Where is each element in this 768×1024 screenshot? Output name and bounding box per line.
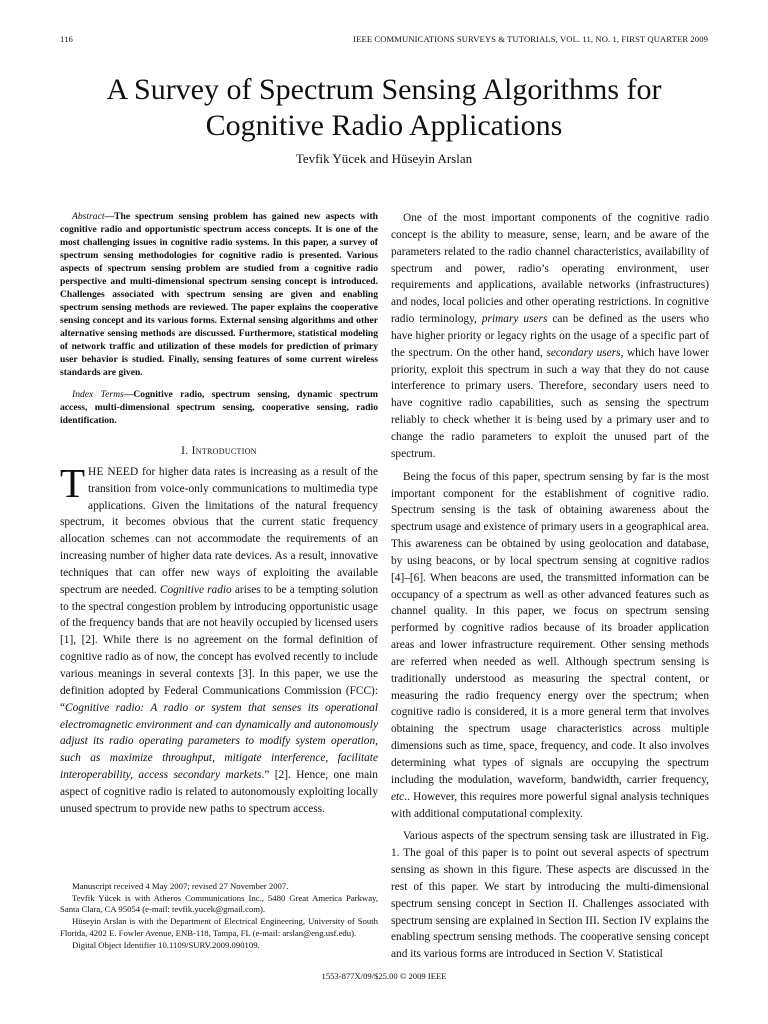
abstract-label: Abstract bbox=[72, 211, 105, 222]
intro-text-b: arises to be a tempting solution to the spectral congestion problem by introducing opportunistic usage of the frequency bands that are not heavily occupied by licensed users [1], [2]. While there is no agreement on the formal definition of cognitive radio as of now, the concept has evolved recently to include various meanings in several contexts [3]. In this paper, we use the definition adopted by Federal Communications Commission (FCC): “ bbox=[60, 583, 378, 714]
title-line-2: Cognitive Radio Applications bbox=[205, 109, 563, 142]
intro-paragraph bbox=[60, 459, 378, 818]
drop-cap: T bbox=[60, 459, 86, 506]
rp2-emphasis-etc: etc bbox=[391, 790, 405, 803]
right-paragraph-3: Various aspects of the spectrum sensing task are illustrated in Fig. 1. The goal of this paper is to point out several aspects of spectrum sensing as shown in this figure. These aspects are discussed in the rest of this paper. We start by introducing the multi-dimensional spectrum sensing concept in Section II. Challenges associated with spectrum sensing are explained in Section III. Section IV explains the enabling spectrum sensing methods. The cooperative sensing concept and its various forms are introduced in Section V. Statistical bbox=[391, 830, 709, 961]
footnote-manuscript: Manuscript received 4 May 2007; revised 27 November 2007. bbox=[72, 881, 289, 891]
rp2-text-b: .. However, this requires more powerful signal analysis techniques with additional computational complexity. bbox=[391, 790, 709, 820]
abstract-text: —The spectrum sensing problem has gained new aspects with cognitive radio and opportunistic spectrum access concepts. It is one of the most challenging issues in cognitive radio systems. In this paper, a survey of spectrum sensing methodologies for cognitive radio is presented. Various aspects of spectrum sensing problem are studied from a cognitive radio perspective and multi-dimensional spectrum sensing concept is introduced. Challenges associated with spectrum sensing are given and enabling spectrum sensing methods are reviewed. The paper explains the cooperative sensing concept and its various forms. External sensing algorithms and other alternative sensing methods are discussed. Furthermore, statistical modeling of network traffic and utilization of these models for prediction of primary user behavior is studied. Finally, sensing features of some current wireless standards are given. bbox=[60, 211, 378, 378]
rp1-text-c: , which have lower priority, exploit this spectrum in such a way that they do not cause interference to primary users. Therefore, secondary users need to have cognitive radio capabilities, such as sensing the spectrum reliably to check whether it is being used by a primary user and to change the radio parameters to exploit the unused part of the spectrum. bbox=[391, 346, 709, 460]
rp1-emphasis-secondary-users: secondary users bbox=[546, 346, 621, 359]
footnote-author-1: Tevfik Yücek is with Atheros Communications Inc., 5480 Great America Parkway, Santa Clara, CA 95054 (e-mail: tevfik.yucek@gmail.com). bbox=[60, 892, 378, 915]
rp1-text-a: One of the most important components of the cognitive radio concept is the ability to measure, sense, learn, and be aware of the parameters related to the radio channel characteristics, availability of spectrum and power, radio’s operating environment, user requirements and applications, available networks (infrastructures) and nodes, local policies and other operating restrictions. In cognitive radio terminology, bbox=[391, 212, 709, 326]
journal-info: IEEE COMMUNICATIONS SURVEYS & TUTORIALS, VOL. 11, NO. 1, FIRST QUARTER 2009 bbox=[353, 34, 708, 44]
index-terms-text: —Cognitive radio, spectrum sensing, dynamic spectrum access, multi-dimensional spectrum sensing, cooperative sensing, radio identification. bbox=[60, 389, 379, 426]
footnotes bbox=[60, 881, 378, 951]
copyright-footer: 1553-877X/09/$25.00 © 2009 IEEE bbox=[321, 971, 447, 981]
page-number: 116 bbox=[60, 34, 73, 44]
intro-emphasis-cognitive-radio: Cognitive radio bbox=[159, 583, 232, 596]
rp2-text-a: Being the focus of this paper, spectrum sensing by far is the most important component for the establishment of cognitive radio. Spectrum sensing is the task of obtaining awareness about the spectrum usage and existence of primary users in a geographical area. This awareness can be obtained by using geolocation and database, by using beacons, or by local spectrum sensing at cognitive radios [4]–[6]. When beacons are used, the transmitted information can be occupancy of a spectrum as well as other advanced features such as channel quality. In this paper, we focus on spectrum sensing performed by cognitive radios because of its broader application areas and lower infrastructure requirement. Other sensing methods are referred when needed as well. Although spectrum sensing is traditionally understood as measuring the spectral content, or measuring the radio frequency energy over the spectrum; when cognitive radio is considered, it is a more general term that involves obtaining the spectrum usage characteristics across multiple dimensions such as time, space, frequency, and code. It also involves determining what types of signals are occupying the spectrum including the modulation, waveform, bandwidth, carrier frequency, bbox=[391, 470, 709, 786]
index-terms bbox=[60, 388, 378, 427]
right-paragraph-2 bbox=[391, 469, 709, 823]
right-column bbox=[391, 210, 709, 963]
intro-fcc-definition: Cognitive radio: A radio or system that senses its operational electromagnetic environment and can dynamically and autonomously adjust its radio operating parameters to modify system operation, such as maximize throughput, mitigate interference, facilitate interoperability, access secondary markets bbox=[60, 701, 378, 782]
section-title: Introduction bbox=[191, 445, 257, 457]
running-head bbox=[60, 34, 708, 44]
index-terms-label: Index Terms bbox=[72, 389, 124, 400]
left-column bbox=[60, 210, 378, 818]
section-number: I. bbox=[181, 445, 192, 457]
abstract bbox=[60, 210, 378, 379]
footnote-doi: Digital Object Identifier 10.1109/SURV.2009.090109. bbox=[72, 939, 260, 950]
intro-text-a: for higher data rates is increasing as a result of the transition from voice-only communications to multimedia type applications. Given the limitations of the natural frequency spectrum, it becomes obvious that the current static frequency allocation schemes can not accommodate the requirements of an increasing number of higher data rate devices. As a result, innovative techniques that can offer new ways of exploiting the available spectrum are needed. bbox=[60, 465, 378, 596]
footnote-author-2: Hüseyin Arslan is with the Department of Electrical Engineering, University of South Florida, 4202 E. Fowler Avenue, ENB-118, Tampa, FL (e-mail: arslan@eng.usf.edu). bbox=[60, 916, 378, 938]
rp1-emphasis-primary-users: primary users bbox=[481, 313, 548, 326]
paper-title bbox=[40, 72, 728, 144]
intro-caps: HE NEED bbox=[88, 465, 139, 478]
intro-text-c: .” [2]. Hence, one main aspect of cognitive radio is related to autonomously exploiting locally unused spectrum to provide new paths to spectrum access. bbox=[60, 769, 378, 815]
rp1-text-b: can be defined as the users who have higher priority or legacy rights on the usage of a specific part of the spectrum. On the other hand, bbox=[391, 313, 709, 359]
title-line-1: A Survey of Spectrum Sensing Algorithms for bbox=[106, 73, 662, 106]
section-heading bbox=[60, 443, 378, 460]
authors: Tevfik Yücek and Hüseyin Arslan bbox=[295, 151, 473, 166]
right-paragraph-1 bbox=[391, 210, 709, 463]
